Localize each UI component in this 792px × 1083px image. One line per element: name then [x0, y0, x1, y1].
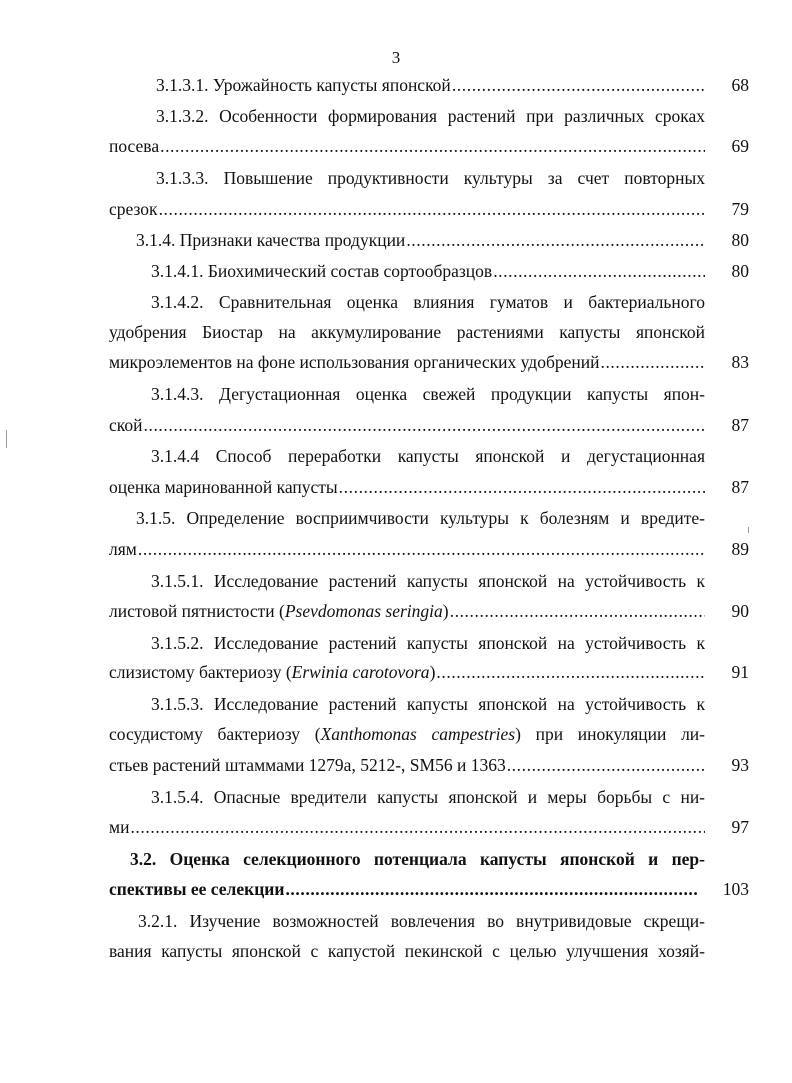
latin-name: Erwinia carotovora — [291, 662, 430, 682]
section-number: 3.1.4.3. — [151, 384, 204, 404]
section-title-cont: посева — [109, 136, 160, 156]
section-title: Изучение возможностей вовлечения во внутривидовые скрещи- — [189, 911, 705, 931]
page-ref: 93 — [731, 755, 749, 775]
page-ref: 103 — [722, 879, 749, 899]
section-title: Сравнительная оценка влияния гуматов и бактериального — [218, 292, 705, 312]
toc-entry-3-1-3-3 — [156, 166, 705, 190]
section-number: 3.1.5.2. — [151, 633, 204, 653]
section-title: Исследование растений капусты японской на устойчивость к — [213, 633, 706, 653]
page-ref: 87 — [731, 477, 749, 497]
latin-name: Psevdomonas seringia — [284, 601, 443, 621]
section-number: 3.1.5.3. — [151, 694, 204, 714]
section-title: Исследование растений капусты японской на устойчивость к — [213, 571, 706, 591]
section-number: 3.1.4. — [136, 230, 176, 250]
toc-entry-3-1-4-3 — [151, 382, 705, 406]
section-title: Повышение продуктивности культуры за счет повторных — [223, 168, 706, 188]
paren-close: ) — [429, 662, 436, 682]
page-ref: 87 — [731, 415, 749, 435]
section-title-cont: микроэлементов на фоне использования органических удобрений — [109, 352, 600, 372]
section-title-cont: лям — [109, 539, 137, 559]
section-number: 3.1.3.2. — [156, 106, 209, 126]
page-ref: 80 — [731, 230, 749, 250]
page-ref: 91 — [731, 662, 749, 682]
toc-entry-3-1-4-2 — [151, 290, 705, 314]
section-title-cont: листовой пятнистости ( — [109, 601, 285, 621]
section-title: Оценка селекционного потенциала капусты японской и пер- — [169, 849, 705, 869]
section-title: Опасные вредители капусты японской и меры борьбы с ни- — [213, 787, 706, 807]
section-title-cont-pre: сосудистому бактериозу ( — [109, 724, 321, 744]
section-number: 3.1.5. — [136, 508, 176, 528]
toc-entry-3-1-4-4-cont — [109, 475, 705, 499]
section-number: 3.1.4.1. — [151, 261, 204, 281]
page-ref: 68 — [731, 75, 749, 95]
section-number: 3.1.4.2. — [151, 292, 204, 312]
toc-entry-3-1-5-3-cont — [109, 753, 705, 777]
toc-entry-3-2-cont — [109, 877, 699, 901]
section-number: 3.2. — [130, 849, 157, 869]
page-number: 3 — [391, 48, 401, 67]
page-ref: 79 — [731, 199, 749, 219]
scan-mark — [6, 430, 7, 448]
page-ref: 80 — [731, 261, 749, 281]
toc-entry-3-1-5-2 — [151, 631, 705, 655]
page-ref: 89 — [731, 539, 749, 559]
latin-name: Xanthomonas campestries — [320, 724, 516, 744]
toc-entry-3-1-5-2-cont — [109, 660, 705, 684]
section-title-cont — [109, 722, 705, 746]
section-title: Признаки качества продукции — [179, 230, 406, 250]
toc-entry-3-1-5-4-cont — [109, 815, 705, 839]
scan-mark — [748, 527, 749, 533]
toc-entry-3-1-5-1 — [151, 569, 705, 593]
toc-entry-3-1-4-4 — [151, 444, 705, 468]
section-title-cont: вания капусты японской с капустой пекинской с целью улучшения хозяй- — [109, 941, 705, 961]
toc-entry-3-1-4-3-cont — [109, 413, 705, 437]
toc-entry-3-1-4-1 — [151, 259, 705, 283]
toc-entry-3-2 — [130, 847, 705, 871]
section-number: 3.2.1. — [138, 911, 178, 931]
section-title-cont: спективы ее селекции — [109, 879, 285, 899]
section-title: Биохимический состав сортообразцов — [207, 261, 493, 281]
page-ref: 69 — [731, 136, 749, 156]
page-ref: 83 — [731, 352, 749, 372]
section-number: 3.1.3.1. — [156, 75, 209, 95]
toc-entry-3-1-5 — [136, 506, 705, 530]
toc-entry-3-1-5-4 — [151, 785, 705, 809]
section-title-cont: удобрения Биостар на аккумулирование растениями капусты японской — [109, 322, 705, 342]
section-number: 3.1.5.1. — [151, 571, 204, 591]
section-title: Дегустационная оценка свежей продукции капусты япон- — [219, 384, 705, 404]
section-title: Исследование растений капусты японской на устойчивость к — [213, 694, 706, 714]
section-title: Урожайность капусты японской — [212, 75, 451, 95]
page-ref: 97 — [731, 817, 749, 837]
toc-entry-3-2-1 — [138, 909, 705, 933]
section-number: 3.1.5.4. — [151, 787, 204, 807]
toc-entry-3-1-5-1-cont — [109, 599, 705, 623]
section-title-cont: слизистому бактериозу ( — [109, 662, 292, 682]
section-number: 3.1.4.4 — [151, 446, 200, 466]
toc-entry-3-1-5-3 — [151, 692, 705, 716]
paren-close: ) — [442, 601, 449, 621]
section-title: Способ переработки капусты японской и дегустационная — [215, 446, 705, 466]
toc-entry-3-1-4-2-cont — [109, 350, 705, 374]
toc-entry-3-1-3-3-cont — [109, 197, 705, 221]
section-title-cont: ми — [109, 817, 130, 837]
section-title: Определение восприимчивости культуры к болезням и вредите- — [186, 508, 705, 528]
toc-entry-3-1-4 — [136, 228, 705, 252]
section-title-cont: срезок — [109, 199, 158, 219]
section-title: Особенности формирования растений при различных сроках — [219, 106, 706, 126]
section-title-cont-post: ) при инокуляции ли- — [515, 724, 705, 744]
toc-entry-3-1-3-1 — [156, 73, 705, 97]
section-number: 3.1.3.3. — [156, 168, 209, 188]
section-title-cont: стьев растений штаммами 1279а, 5212-, SM56 и 1363 — [109, 755, 506, 775]
toc-entry-3-1-3-2-cont — [109, 134, 705, 158]
section-title-cont: ской — [109, 415, 143, 435]
page-ref: 90 — [731, 601, 749, 621]
section-title-cont: оценка маринованной капусты — [109, 477, 338, 497]
toc-entry-3-1-5-cont — [109, 537, 705, 561]
toc-entry-3-1-3-2 — [156, 104, 705, 128]
